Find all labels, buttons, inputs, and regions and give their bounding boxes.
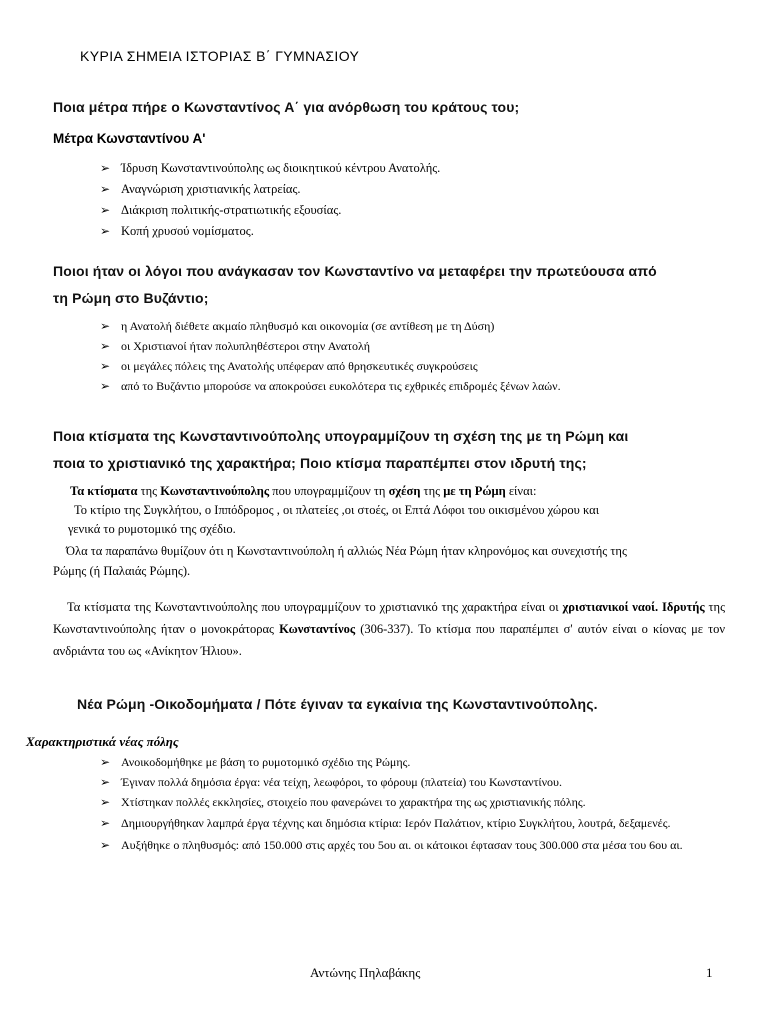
arrow-bullet-icon: ➢ (100, 319, 111, 333)
list-item: ➢ η Ανατολή διέθετε ακμαίο πληθυσμό και οικονομία (σε αντίθεση με τη Δύση) (100, 316, 720, 336)
answer-3-line-4: Όλα τα παραπάνω θυμίζουν ότι η Κωνσταντινούπολη ή αλλιώς Νέα Ρώμη ήταν κληρονόμος και συνεχιστής της (66, 544, 627, 558)
question-1-list (100, 158, 700, 242)
question-1-heading: Ποια μέτρα πήρε ο Κωνσταντίνος Α΄ για ανόρθωση του κράτους του; (53, 99, 520, 115)
answer-3-first-line: Τα κτίσματα της Κωνσταντινούπολης που υπογραμμίζουν τη σχέση της με τη Ρώμη είναι: (70, 484, 537, 498)
list-item: ➢ Ανοικοδομήθηκε με βάση το ρυμοτομικό σχέδιο της Ρώμης. (100, 752, 720, 772)
answer-3-line-3: γενικά το ρυμοτομικό της σχέδιο. (68, 522, 236, 536)
arrow-bullet-icon: ➢ (100, 379, 111, 393)
list-item: ➢ από το Βυζάντιο μπορούσε να αποκρούσει ευκολότερα τις εχθρικές επιδρομές ξένων λαών. (100, 376, 720, 396)
answer-3-paragraph-2: Τα κτίσματα της Κωνσταντινούπολης που υπογραμμίζουν το χριστιανικό της χαρακτήρα είναι οι χριστιανικοί ναοί. Ιδρυτής της Κωνσταντινούπολης ήταν ο μονοκράτορας Κωνσταντίνος (306-337). Το κτίσμα που παραπέμπει σ' αυτόν είναι ο κίονας με τον ανδριάντα του ως «Ανίκητον Ήλιου». (53, 600, 726, 658)
arrow-bullet-icon: ➢ (100, 161, 111, 175)
list-item: ➢ Έγιναν πολλά δημόσια έργα: νέα τείχη, λεωφόροι, το φόρουμ (πλατεία) του Κωνσταντίνου. (100, 772, 720, 792)
list-item: ➢ Χτίστηκαν πολλές εκκλησίες, στοιχείο που φανερώνει το χαρακτήρα της ως χριστιανικής πόλης. (100, 792, 720, 812)
arrow-bullet-icon: ➢ (100, 182, 111, 196)
list-item: ➢ Αναγνώριση χριστιανικής λατρείας. (100, 179, 700, 200)
arrow-bullet-icon: ➢ (100, 339, 111, 353)
arrow-bullet-icon: ➢ (100, 224, 111, 238)
list-item: ➢ Κοπή χρυσού νομίσματος. (100, 221, 700, 242)
arrow-bullet-icon: ➢ (100, 795, 111, 809)
question-3-heading-line-1: Ποια κτίσματα της Κωνσταντινούπολης υπογραμμίζουν τη σχέση της με τη Ρώμη και (53, 428, 629, 444)
list-item: ➢ Διάκριση πολιτικής-στρατιωτικής εξουσίας. (100, 200, 700, 221)
arrow-bullet-icon: ➢ (100, 775, 111, 789)
question-4-heading: Νέα Ρώμη -Οικοδομήματα / Πότε έγιναν τα εγκαίνια της Κωνσταντινούπολης. (77, 696, 598, 712)
arrow-bullet-icon: ➢ (100, 816, 111, 830)
list-item: ➢ Ίδρυση Κωνσταντινούπολης ως διοικητικού κέντρου Ανατολής. (100, 158, 700, 179)
question-3-heading-line-2: ποια το χριστιανικό της χαρακτήρα; Ποιο κτίσμα παραπέμπει στον ιδρυτή της; (53, 455, 587, 471)
question-2-heading-line-2: τη Ρώμη στο Βυζάντιο; (53, 290, 209, 306)
list-item: ➢ Δημιουργήθηκαν λαμπρά έργα τέχνης και δημόσια κτίρια: Ιερόν Παλάτιον, κτίριο Συγκλήτου, λουτρά, δεξαμενές. (100, 816, 671, 830)
arrow-bullet-icon: ➢ (100, 838, 111, 852)
arrow-bullet-icon: ➢ (100, 359, 111, 373)
list-item: ➢ οι Χριστιανοί ήταν πολυπληθέστεροι στην Ανατολή (100, 336, 720, 356)
question-4-list (100, 752, 720, 854)
question-2-heading-line-1: Ποιοι ήταν οι λόγοι που ανάγκασαν τον Κωνσταντίνο να μεταφέρει την πρωτεύουσα από (53, 263, 657, 279)
question-1-subheading: Μέτρα Κωνσταντίνου Α' (53, 131, 206, 146)
arrow-bullet-icon: ➢ (100, 755, 111, 769)
list-item: ➢ οι μεγάλες πόλεις της Ανατολής υπέφεραν από θρησκευτικές συγκρούσεις (100, 356, 720, 376)
footer-author: Αντώνης Πηλαβάκης (310, 965, 421, 980)
answer-3-line-2: Το κτίριο της Συγκλήτου, ο Ιππόδρομος , οι πλατείες ,οι στοές, οι Επτά Λόφοι του οικισμένου χώρου και (74, 503, 600, 517)
question-2-list (100, 316, 720, 396)
page-number: 1 (706, 965, 713, 980)
document-title: ΚΥΡΙΑ ΣΗΜΕΙΑ ΙΣΤΟΡΙΑΣ Β΄ ΓΥΜΝΑΣΙΟΥ (80, 48, 360, 64)
answer-3-line-5: Ρώμης (ή Παλαιάς Ρώμης). (53, 564, 191, 578)
arrow-bullet-icon: ➢ (100, 203, 111, 217)
question-4-subheading: Χαρακτηριστικά νέας πόλης (26, 734, 179, 749)
list-item: ➢ Αυξήθηκε ο πληθυσμός: από 150.000 στις αρχές του 5ου αι. οι κάτοικοι έφτασαν τους 300.000 στα μέσα του 6ου αι. (100, 838, 683, 852)
